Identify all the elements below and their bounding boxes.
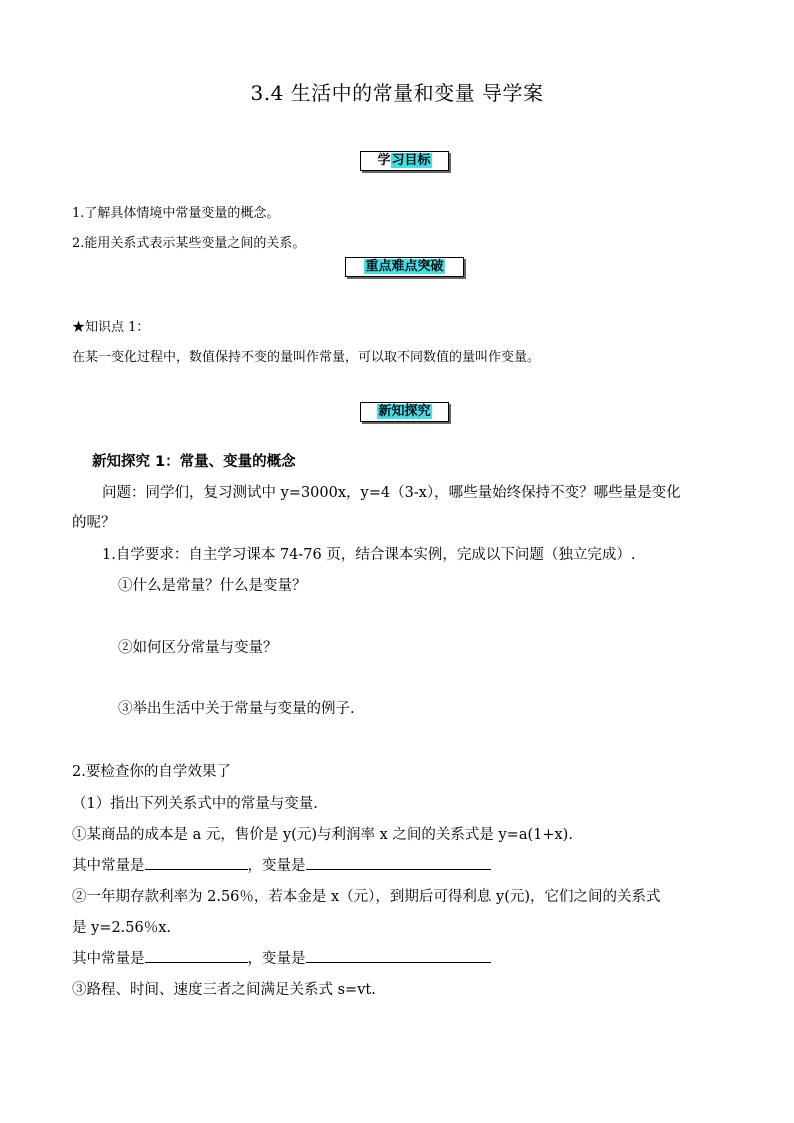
relation-item-2-line-1: ②一年期存款利率为 2.56％，若本金是 x（元），到期后可得利息 y(元)，它们之间的关系式: [72, 889, 661, 905]
section-label-key-points-text: 重点难点突破: [365, 259, 444, 274]
question-item-3: ③举出生活中关于常量与变量的例子.: [118, 701, 355, 717]
relation-item-1: ①某商品的成本是 a 元，售价是 y(元)与利润率 x 之间的关系式是 y=a(1+x).: [72, 827, 573, 843]
section-label-explore: [360, 402, 449, 422]
constant-label: 其中常量是: [72, 951, 145, 967]
self-study-requirement: 1.自学要求：自主学习课本 74-76 页，结合课本实例，完成以下问题（独立完成）.: [102, 547, 636, 563]
constant-blank-1[interactable]: [145, 855, 248, 870]
question-line-2: 的呢？: [72, 515, 116, 531]
relation-item-3: ③路程、时间、速度三者之间满足关系式 s=vt.: [72, 982, 376, 998]
section-label-explore-text: 新知探究: [378, 404, 431, 419]
relation-item-2-line-2: 是 y=2.56％x.: [72, 920, 172, 936]
check-title: 2.要检查你的自学效果了: [72, 764, 231, 780]
section-label-goals: [360, 151, 449, 171]
variable-label: ，变量是: [247, 951, 306, 967]
sub-question-title: （1）指出下列关系式中的常量与变量.: [72, 796, 318, 812]
knowledge-point-title: ★知识点 1：: [72, 320, 150, 335]
constant-label: 其中常量是: [72, 858, 145, 874]
goal-item-1: 1.了解具体情境中常量变量的概念。: [72, 206, 280, 221]
answer-line-2: [72, 947, 491, 968]
question-item-2: ②如何区分常量与变量？: [118, 640, 278, 656]
variable-label: ，变量是: [247, 858, 306, 874]
section-label-goals-highlight: 习目标: [391, 153, 431, 168]
section-label-key-points: [345, 257, 464, 277]
section-label-goals-prefix: 学: [377, 153, 391, 168]
page-title: 3.4 生活中的常量和变量 导学案: [250, 81, 544, 105]
variable-blank-2[interactable]: [306, 948, 491, 963]
question-item-1: ①什么是常量？什么是变量？: [118, 578, 307, 594]
answer-line-1: [72, 854, 491, 875]
explore-heading: 新知探究 1：常量、变量的概念: [92, 454, 296, 470]
constant-blank-2[interactable]: [145, 948, 248, 963]
goal-item-2: 2.能用关系式表示某些变量之间的关系。: [72, 236, 306, 251]
knowledge-point-text: 在某一变化过程中，数值保持不变的量叫作常量，可以取不同数值的量叫作变量。: [72, 350, 541, 365]
variable-blank-1[interactable]: [306, 855, 491, 870]
question-line-1: 问题：同学们，复习测试中 y=3000x，y=4（3-x），哪些量始终保持不变？哪些量是变化: [102, 485, 681, 501]
